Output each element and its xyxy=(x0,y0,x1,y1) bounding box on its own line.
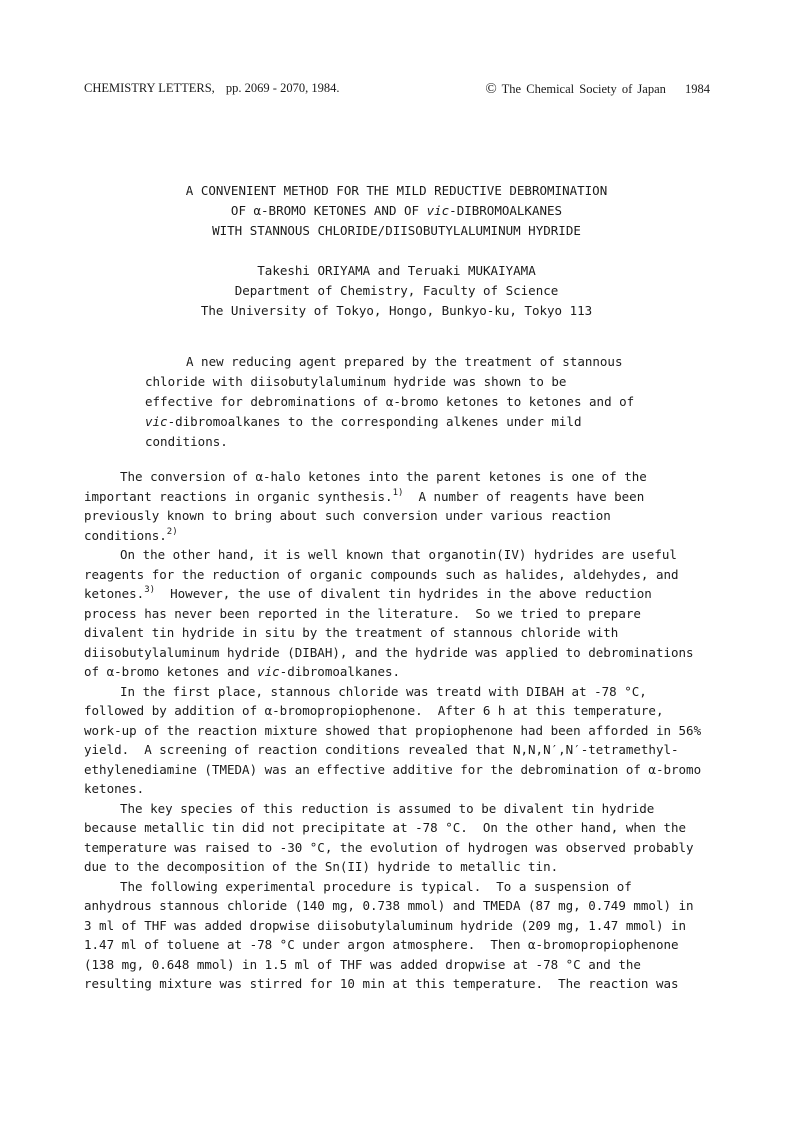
abstract-line-text: -dibromoalkanes to the corresponding alkenes under mild xyxy=(167,414,582,429)
body-text xyxy=(84,467,714,994)
author-block xyxy=(0,261,793,321)
body-line: work-up of the reaction mixture showed that propiophenone had been afforded in 56% xyxy=(84,722,702,738)
abstract-line: conditions. xyxy=(145,434,228,449)
title-vic-prefix: vic xyxy=(426,203,450,218)
body-line: resulting mixture was stirred for 10 min at this temperature. The reaction was xyxy=(84,976,679,991)
body-line-text: of α-bromo ketones and xyxy=(84,664,258,679)
body-line-text: important reactions in organic synthesis. xyxy=(84,488,393,504)
copyright-line xyxy=(485,81,710,98)
body-line: due to the decomposition of the Sn(II) hydride to metallic tin. xyxy=(84,859,559,874)
abstract xyxy=(145,352,665,452)
author-department: Department of Chemistry, Faculty of Science xyxy=(234,283,559,298)
abstract-line xyxy=(145,412,665,432)
body-line xyxy=(84,487,714,507)
reference-marker: 2) xyxy=(166,526,178,537)
body-line: reagents for the reduction of organic compounds such as halides, aldehydes, and xyxy=(84,566,679,582)
title-line-2-start: OF α-BROMO KETONES AND OF xyxy=(230,203,427,218)
running-header xyxy=(84,81,710,99)
body-line-text: ketones. xyxy=(84,586,145,601)
body-line: divalent tin hydride in situ by the treatment of stannous chloride with xyxy=(84,625,619,640)
body-line xyxy=(84,584,714,604)
journal-name: CHEMISTRY LETTERS, xyxy=(84,81,215,95)
body-line: diisobutylaluminum hydride (DIBAH), and the hydride was applied to debrominations xyxy=(84,644,694,660)
title-line-1: A CONVENIENT METHOD FOR THE MILD REDUCTIVE DEBROMINATION xyxy=(185,183,608,198)
paper-title xyxy=(0,181,793,241)
body-line: The conversion of α-halo ketones into the parent ketones is one of the xyxy=(120,469,647,484)
society-name: The Chemical Society of Japan xyxy=(501,82,666,96)
body-line: previously known to bring about such conversion under various reaction xyxy=(84,508,611,523)
body-line-text: However, the use of divalent tin hydrides in the above reduction xyxy=(155,586,652,601)
copyright-symbol: © xyxy=(485,81,497,97)
abstract-line: effective for debrominations of α-bromo ketones to ketones and of xyxy=(145,394,635,409)
body-line: 1.47 ml of toluene at -78 °C under argon atmosphere. Then α-bromopropiophenone xyxy=(84,937,679,952)
body-line: because metallic tin did not precipitate at -78 °C. On the other hand, when the xyxy=(84,820,687,835)
body-line: anhydrous stannous chloride (140 mg, 0.738 mmol) and TMEDA (87 mg, 0.749 mmol) in xyxy=(84,898,694,913)
body-line: ethylenediamine (TMEDA) was an effective additive for the debromination of α-bromo xyxy=(84,761,702,777)
body-line: The key species of this reduction is assumed to be divalent tin hydride xyxy=(120,800,655,816)
body-line-text: conditions. xyxy=(84,527,167,543)
body-line xyxy=(84,526,714,546)
publication-year: 1984 xyxy=(685,82,710,96)
journal-citation xyxy=(84,81,339,96)
title-line-2 xyxy=(0,201,793,221)
body-line: yield. A screening of reaction conditions revealed that N,N,N′,N′-tetramethyl- xyxy=(84,742,679,757)
body-line: process has never been reported in the literature. So we tried to prepare xyxy=(84,605,641,621)
body-line: ketones. xyxy=(84,781,145,796)
title-line-3: WITH STANNOUS CHLORIDE/DIISOBUTYLALUMINUM HYDRIDE xyxy=(212,223,581,238)
title-line-2-end: -DIBROMOALKANES xyxy=(449,203,563,218)
abstract-line: chloride with diisobutylaluminum hydride was shown to be xyxy=(145,374,567,389)
body-line: On the other hand, it is well known that organotin(IV) hydrides are useful xyxy=(120,547,677,562)
author-names: Takeshi ORIYAMA and Teruaki MUKAIYAMA xyxy=(257,263,536,278)
body-line: 3 ml of THF was added dropwise diisobutylaluminum hydride (209 mg, 1.47 mmol) in xyxy=(84,917,687,933)
body-line: temperature was raised to -30 °C, the evolution of hydrogen was observed probably xyxy=(84,839,694,855)
body-line xyxy=(84,662,714,682)
abstract-vic-prefix: vic xyxy=(145,414,168,429)
reference-marker: 3) xyxy=(144,585,156,595)
body-line: followed by addition of α-bromopropiophenone. After 6 h at this temperature, xyxy=(84,703,664,718)
body-line-text: -dibromoalkanes. xyxy=(279,664,401,679)
body-line: In the first place, stannous chloride was treatd with DIBAH at -78 °C, xyxy=(120,683,647,699)
author-university: The University of Tokyo, Hongo, Bunkyo-ku, Tokyo 113 xyxy=(200,303,593,318)
reference-marker: 1) xyxy=(392,487,404,498)
body-line: The following experimental procedure is typical. To a suspension of xyxy=(120,878,632,894)
body-line: (138 mg, 0.648 mmol) in 1.5 ml of THF was added dropwise at -78 °C and the xyxy=(84,956,641,972)
body-vic-prefix: vic xyxy=(257,664,280,679)
abstract-line: A new reducing agent prepared by the treatment of stannous xyxy=(186,354,623,369)
page-range: pp. 2069 - 2070, 1984. xyxy=(225,81,340,95)
body-line-text: A number of reagents have been xyxy=(403,488,645,504)
